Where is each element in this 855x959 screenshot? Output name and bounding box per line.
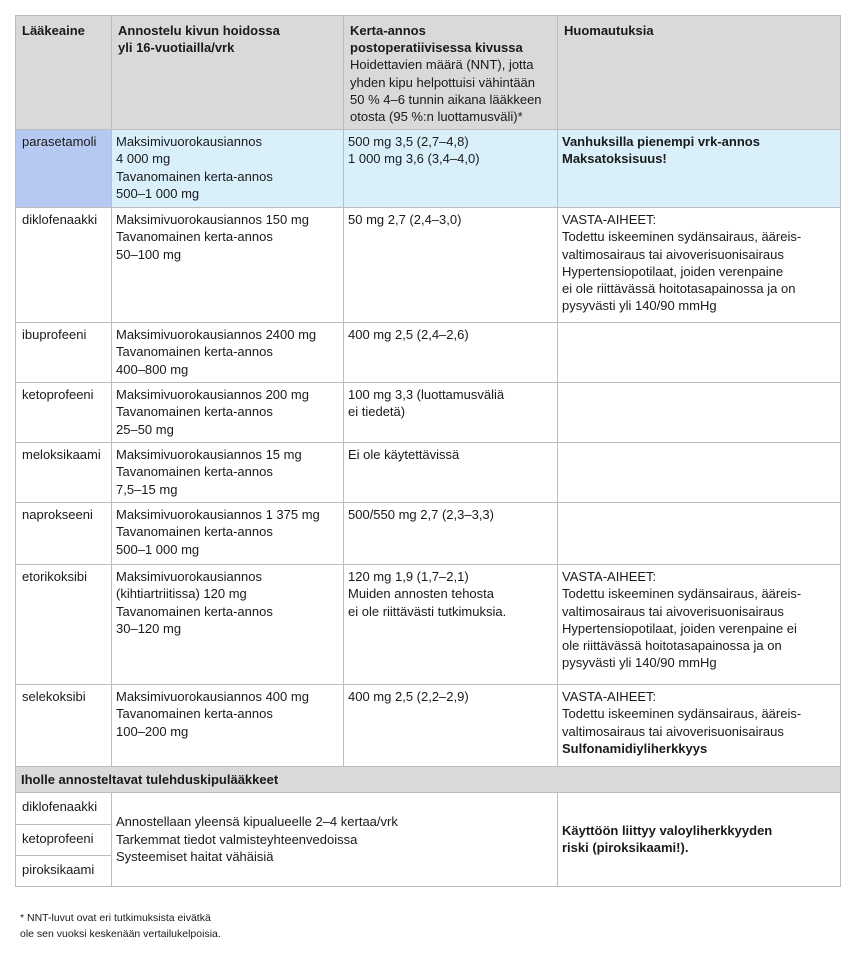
dosage-cell-line: 4 000 mg: [116, 151, 171, 167]
table-row: [16, 565, 841, 685]
section-heading-row: [16, 767, 841, 793]
dosage-cell-line: Maksimivuorokausiannos: [116, 569, 262, 585]
dosage-cell: [112, 323, 344, 383]
nnt-cell-line: 500 mg 3,5 (2,7–4,8): [348, 134, 469, 150]
notes-cell-line: VASTA-AIHEET:: [562, 569, 657, 585]
dosage-cell: [112, 208, 344, 323]
notes-cell: [558, 443, 841, 503]
dosage-cell-line: 100–200 mg: [116, 723, 189, 739]
nnt-cell-line: 100 mg 3,3 (luottamusväliä: [348, 387, 505, 403]
notes-cell: [558, 565, 841, 685]
dosage-cell-line: Maksimivuorokausiannos 200 mg: [116, 387, 309, 403]
nnt-cell-line: 400 mg 2,5 (2,4–2,6): [348, 327, 469, 343]
topical-notes-cell-line: Käyttöön liittyy valoyliherkkyyden: [562, 823, 773, 839]
footnote: [20, 910, 221, 942]
nnt-cell-line: 400 mg 2,5 (2,2–2,9): [348, 689, 469, 705]
topical-row: [16, 793, 841, 887]
footnote-line: ole sen vuoksi keskenään vertailukelpoisia.: [20, 928, 221, 940]
dosage-cell-line: Tavanomainen kerta-annos: [116, 168, 273, 184]
dosage-cell-line: Maksimivuorokausiannos 2400 mg: [116, 327, 317, 343]
dosage-cell: [112, 503, 344, 565]
drug-name: diklofenaakki: [16, 208, 112, 323]
topical-drug-name: diklofenaakki: [16, 793, 111, 824]
notes-cell-line: valtimosairaus tai aivoverisuonisairaus: [562, 723, 784, 739]
dosage-cell-line: 25–50 mg: [116, 421, 174, 437]
nnt-cell-line: 50 mg 2,7 (2,4–3,0): [348, 212, 462, 228]
topical-notes-cell: [558, 793, 841, 887]
drug-name: ibuprofeeni: [16, 323, 112, 383]
dosage-cell-line: 500–1 000 mg: [116, 185, 200, 201]
notes-cell: [558, 503, 841, 565]
notes-cell: [558, 208, 841, 323]
header-drug: Lääkeaine: [16, 16, 112, 130]
dosage-cell: [112, 130, 344, 208]
topical-drug-name: piroksikaami: [22, 861, 95, 877]
topical-dosage-cell-line: Tarkemmat tiedot valmisteyhteenvedoissa: [116, 831, 358, 847]
nnt-cell: [344, 208, 558, 323]
table-row: [16, 323, 841, 383]
dosage-cell-line: 500–1 000 mg: [116, 541, 200, 557]
dosage-cell-line: 30–120 mg: [116, 620, 182, 636]
dosage-cell-line: 7,5–15 mg: [116, 481, 178, 497]
dosage-cell-line: 400–800 mg: [116, 361, 189, 377]
dosage-cell-line: Tavanomainen kerta-annos: [116, 404, 273, 420]
nnt-cell: [344, 383, 558, 443]
drug-name: naprokseeni: [16, 503, 112, 565]
notes-cell-line: ole riittävässä hoitotasapainossa ja on: [562, 638, 782, 654]
dosage-cell-line: Tavanomainen kerta-annos: [116, 706, 273, 722]
notes-cell-line: valtimosairaus tai aivoverisuonisairaus: [562, 246, 784, 262]
dosage-cell-line: Maksimivuorokausiannos 1 375 mg: [116, 507, 320, 523]
drug-name: ketoprofeeni: [16, 383, 112, 443]
notes-cell: [558, 130, 841, 208]
analgesic-dosage-table: [15, 15, 841, 887]
dosage-cell-line: Tavanomainen kerta-annos: [116, 229, 273, 245]
nnt-cell: [344, 130, 558, 208]
notes-cell-line: Todettu iskeeminen sydänsairaus, ääreis-: [562, 586, 802, 602]
dosage-cell-line: Tavanomainen kerta-annos: [116, 344, 273, 360]
notes-cell: [558, 383, 841, 443]
table-row: [16, 208, 841, 323]
notes-cell-line: VASTA-AIHEET:: [562, 212, 657, 228]
notes-cell-line: valtimosairaus tai aivoverisuonisairaus: [562, 603, 784, 619]
table-body: [16, 130, 841, 887]
nnt-cell-line: ei ole riittävästi tutkimuksia.: [348, 603, 507, 619]
nnt-cell-line: ei tiedetä): [348, 404, 406, 420]
notes-cell-line: Vanhuksilla pienempi vrk-annos: [562, 134, 760, 150]
topical-notes-cell-line: riski (piroksikaami!).: [562, 840, 689, 856]
dosage-cell-line: Maksimivuorokausiannos 150 mg: [116, 212, 309, 228]
table-row: [16, 130, 841, 208]
topical-drug-name: ketoprofeeni: [16, 824, 111, 855]
nnt-cell: [344, 443, 558, 503]
notes-cell-line: ei ole riittävässä hoitotasapainossa ja on: [562, 281, 796, 297]
table-row: [16, 503, 841, 565]
dosage-cell: [112, 565, 344, 685]
footnote-line: * NNT-luvut ovat eri tutkimuksista eivätkä: [20, 912, 211, 924]
topical-dosage-cell-line: Systeemiset haitat vähäisiä: [116, 848, 274, 864]
dosage-cell-line: Maksimivuorokausiannos: [116, 134, 262, 150]
topical-dosage-cell: [112, 793, 558, 887]
table-row: [16, 685, 841, 767]
notes-cell-line: pysyvästi yli 140/90 mmHg: [562, 655, 717, 671]
dosage-cell-line: Maksimivuorokausiannos 15 mg: [116, 447, 302, 463]
nnt-cell: [344, 323, 558, 383]
table-row: [16, 383, 841, 443]
dosage-cell: [112, 383, 344, 443]
notes-cell-line: pysyvästi yli 140/90 mmHg: [562, 298, 717, 314]
dosage-cell: [112, 443, 344, 503]
table-header-row: [16, 16, 841, 130]
nnt-cell-line: 500/550 mg 2,7 (2,3–3,3): [348, 507, 494, 523]
notes-cell-line: Maksatoksisuus!: [562, 151, 667, 167]
notes-cell-line: Hypertensiopotilaat, joiden verenpaine ei: [562, 620, 797, 636]
dosage-cell-line: 50–100 mg: [116, 246, 182, 262]
nnt-cell-line: Muiden annosten tehosta: [348, 586, 494, 602]
header-notes: Huomautuksia: [558, 16, 841, 130]
section-heading: Iholle annosteltavat tulehduskipulääkkeet: [16, 767, 841, 793]
topical-dosage-cell-line: Annostellaan yleensä kipualueelle 2–4 kertaa/vrk: [116, 814, 398, 830]
dosage-cell-line: Tavanomainen kerta-annos: [116, 464, 273, 480]
nnt-cell-line: 120 mg 1,9 (1,7–2,1): [348, 569, 469, 585]
drug-name: selekoksibi: [16, 685, 112, 767]
dosage-cell-line: (kihtiartriitissa) 120 mg: [116, 586, 247, 602]
dosage-cell-line: Tavanomainen kerta-annos: [116, 603, 273, 619]
nnt-cell: [344, 503, 558, 565]
table-row: [16, 443, 841, 503]
drug-name: etorikoksibi: [16, 565, 112, 685]
notes-cell-line: Todettu iskeeminen sydänsairaus, ääreis-: [562, 706, 802, 722]
nnt-cell: [344, 685, 558, 767]
notes-cell-line: Hypertensiopotilaat, joiden verenpaine: [562, 263, 784, 279]
nnt-cell-line: Ei ole käytettävissä: [348, 447, 460, 463]
nnt-cell: [344, 565, 558, 685]
drug-name: meloksikaami: [16, 443, 112, 503]
topical-drugs-cell: [16, 793, 112, 887]
notes-cell: [558, 323, 841, 383]
dosage-cell-line: Tavanomainen kerta-annos: [116, 524, 273, 540]
header-nnt: Kerta-annos postoperatiivisessa kivussa Hoidettavien määrä (NNT), jotta yhden kipu helpottuisi vähintään 50 % 4–6 tunnin aikana lääkkeen otosta (95 %:n luottamusväli)*: [344, 16, 558, 130]
notes-cell: [558, 685, 841, 767]
notes-cell-line: VASTA-AIHEET:: [562, 689, 657, 705]
header-dosage: Annostelu kivun hoidossa yli 16-vuotiailla/vrk: [112, 16, 344, 130]
notes-cell-line: Sulfonamidiyliherkkyys: [562, 740, 708, 756]
notes-cell-line: Todettu iskeeminen sydänsairaus, ääreis-: [562, 229, 802, 245]
analgesic-table-container: [15, 15, 840, 887]
dosage-cell-line: Maksimivuorokausiannos 400 mg: [116, 689, 309, 705]
dosage-cell: [112, 685, 344, 767]
nnt-cell-line: 1 000 mg 3,6 (3,4–4,0): [348, 151, 480, 167]
drug-name: parasetamoli: [16, 130, 112, 208]
